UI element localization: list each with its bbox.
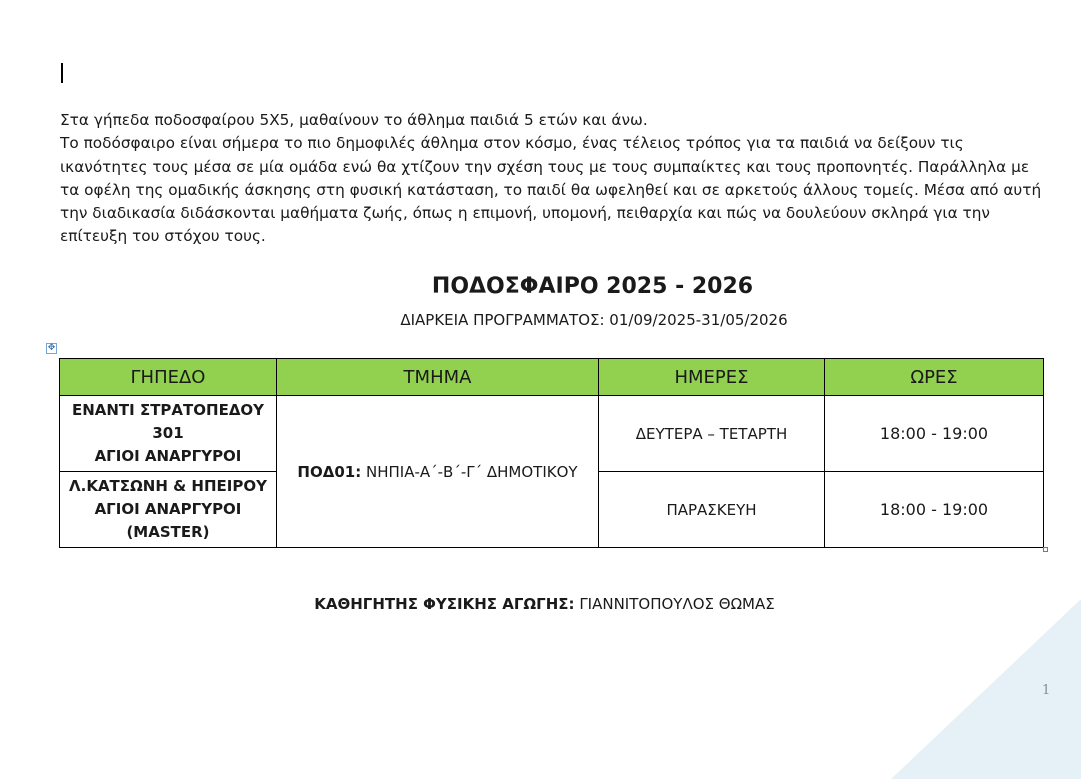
intro-paragraph: Το ποδόσφαιρο είναι σήμερα το πιο δημοφιλές άθλημα στον κόσμο, ένας τέλειος τρόπος για τα παιδιά να δείξουν τις ικανότητες τους μέσα σε μία ομάδα ενώ θα χτίζουν την σχέση τους με τους συμπαίκτες και τους προπονητές. Παράλληλα με τα οφέλη της ομαδικής άσκησης στη φυσική κατάσταση, το παιδί θα ωφεληθεί και σε αρκετούς άλλους τομείς. Μέσα από αυτή την διαδικασία διδάσκονται μαθήματα ζωής, όπως η επιμονή, υπομονή, πειθαρχία και πώς να δουλεύουν σκληρά για την επίτευξη του στόχου τους. [60,134,1042,246]
group-code: ΠΟΔ01: [297,462,362,481]
instructor-line [0,595,1081,613]
location-line: ΑΓΙΟΙ ΑΝΑΡΓΥΡΟΙ [94,447,242,465]
location-cell [60,472,277,548]
instructor-label: ΚΑΘΗΓΗΤΗΣ ΦΥΣΙΚΗΣ ΑΓΩΓΗΣ: [314,595,575,613]
table-header-row [60,359,1044,396]
program-duration: ΔΙΑΡΚΕΙΑ ΠΡΟΓΡΑΜΜΑΤΟΣ: 01/09/2025-31/05/2026 [400,311,788,329]
days-cell: ΠΑΡΑΣΚΕΥΗ [599,472,825,548]
page-number: 1 [1042,683,1051,698]
corner-decoration [891,599,1081,779]
table-move-handle-icon[interactable]: ✥ [47,343,56,353]
location-line: ΑΓΙΟΙ ΑΝΑΡΓΥΡΟΙ [94,500,242,518]
location-line: (MASTER) [126,523,210,541]
group-cell [277,396,599,548]
location-line: Λ.ΚΑΤΣΩΝΗ & ΗΠΕΙΡΟΥ [69,477,267,495]
table-resize-handle-icon[interactable] [1043,547,1048,552]
table-row [60,396,1044,472]
days-cell: ΔΕΥΤΕΡΑ – ΤΕΤΑΡΤΗ [599,396,825,472]
intro-line: Στα γήπεδα ποδοσφαίρου 5Χ5, μαθαίνουν το άθλημα παιδιά 5 ετών και άνω. [60,111,648,129]
header-days: ΗΜΕΡΕΣ [599,359,825,396]
hours-cell: 18:00 - 19:00 [825,472,1044,548]
header-hours: ΩΡΕΣ [825,359,1044,396]
schedule-table [59,358,1044,548]
page-title: ΠΟΔΟΣΦΑΙΡΟ 2025 - 2026 [431,274,754,299]
location-line: ΕΝΑΝΤΙ ΣΤΡΑΤΟΠΕΔΟΥ 301 [71,401,265,442]
group-description: ΝΗΠΙΑ-Α΄-Β΄-Γ΄ ΔΗΜΟΤΙΚΟΥ [366,462,578,481]
text-cursor [61,63,63,83]
header-group: ΤΜΗΜΑ [277,359,599,396]
location-cell [60,396,277,472]
header-location: ΓΗΠΕΔΟ [60,359,277,396]
instructor-name: ΓΙΑΝΝΙΤΟΠΟΥΛΟΣ ΘΩΜΑΣ [579,595,775,613]
intro-text[interactable] [60,109,1045,249]
hours-cell: 18:00 - 19:00 [825,396,1044,472]
